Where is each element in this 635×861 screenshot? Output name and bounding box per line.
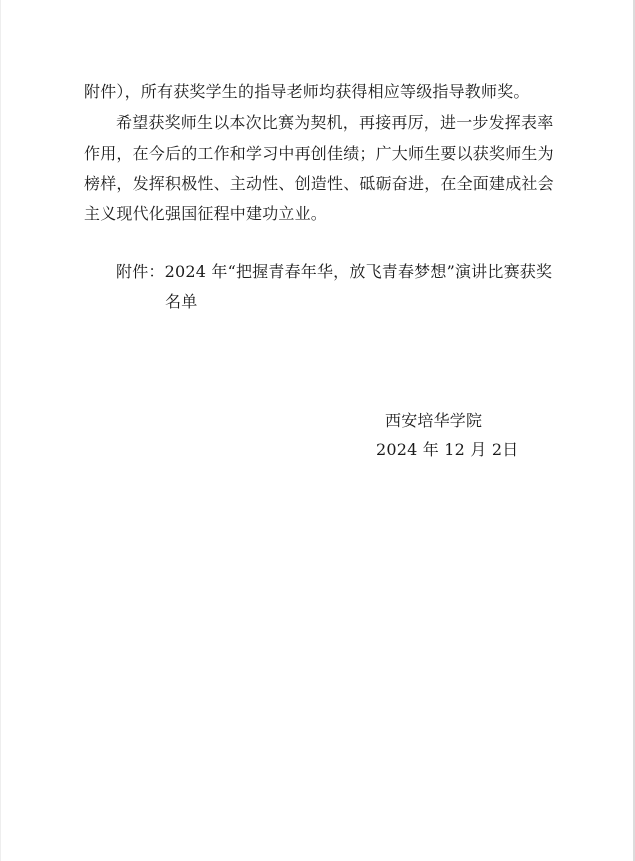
signature-organization: 西安培华学院 bbox=[385, 411, 483, 430]
attachment-line: 附件：2024 年“把握青春年华，放飞青春梦想”演讲比赛获奖 bbox=[116, 262, 553, 281]
signature-date: 2024 年 12 月 2日 bbox=[376, 440, 519, 459]
body-paragraph-line: 希望获奖师生以本次比赛为契机，再接再厉，进一步发挥表率 bbox=[116, 113, 554, 132]
body-paragraph-line: 主义现代化强国征程中建功立业。 bbox=[84, 204, 328, 223]
page-left-edge bbox=[0, 0, 1, 861]
body-paragraph-line: 作用，在今后的工作和学习中再创佳绩；广大师生要以获奖师生为 bbox=[84, 144, 554, 163]
body-paragraph-line: 榜样，发挥积极性、主动性、创造性、砥砺奋进，在全面建成社会 bbox=[84, 174, 554, 193]
attachment-line-continued: 名单 bbox=[165, 292, 198, 311]
body-paragraph-line: 附件），所有获奖学生的指导老师均获得相应等级指导教师奖。 bbox=[84, 82, 530, 101]
